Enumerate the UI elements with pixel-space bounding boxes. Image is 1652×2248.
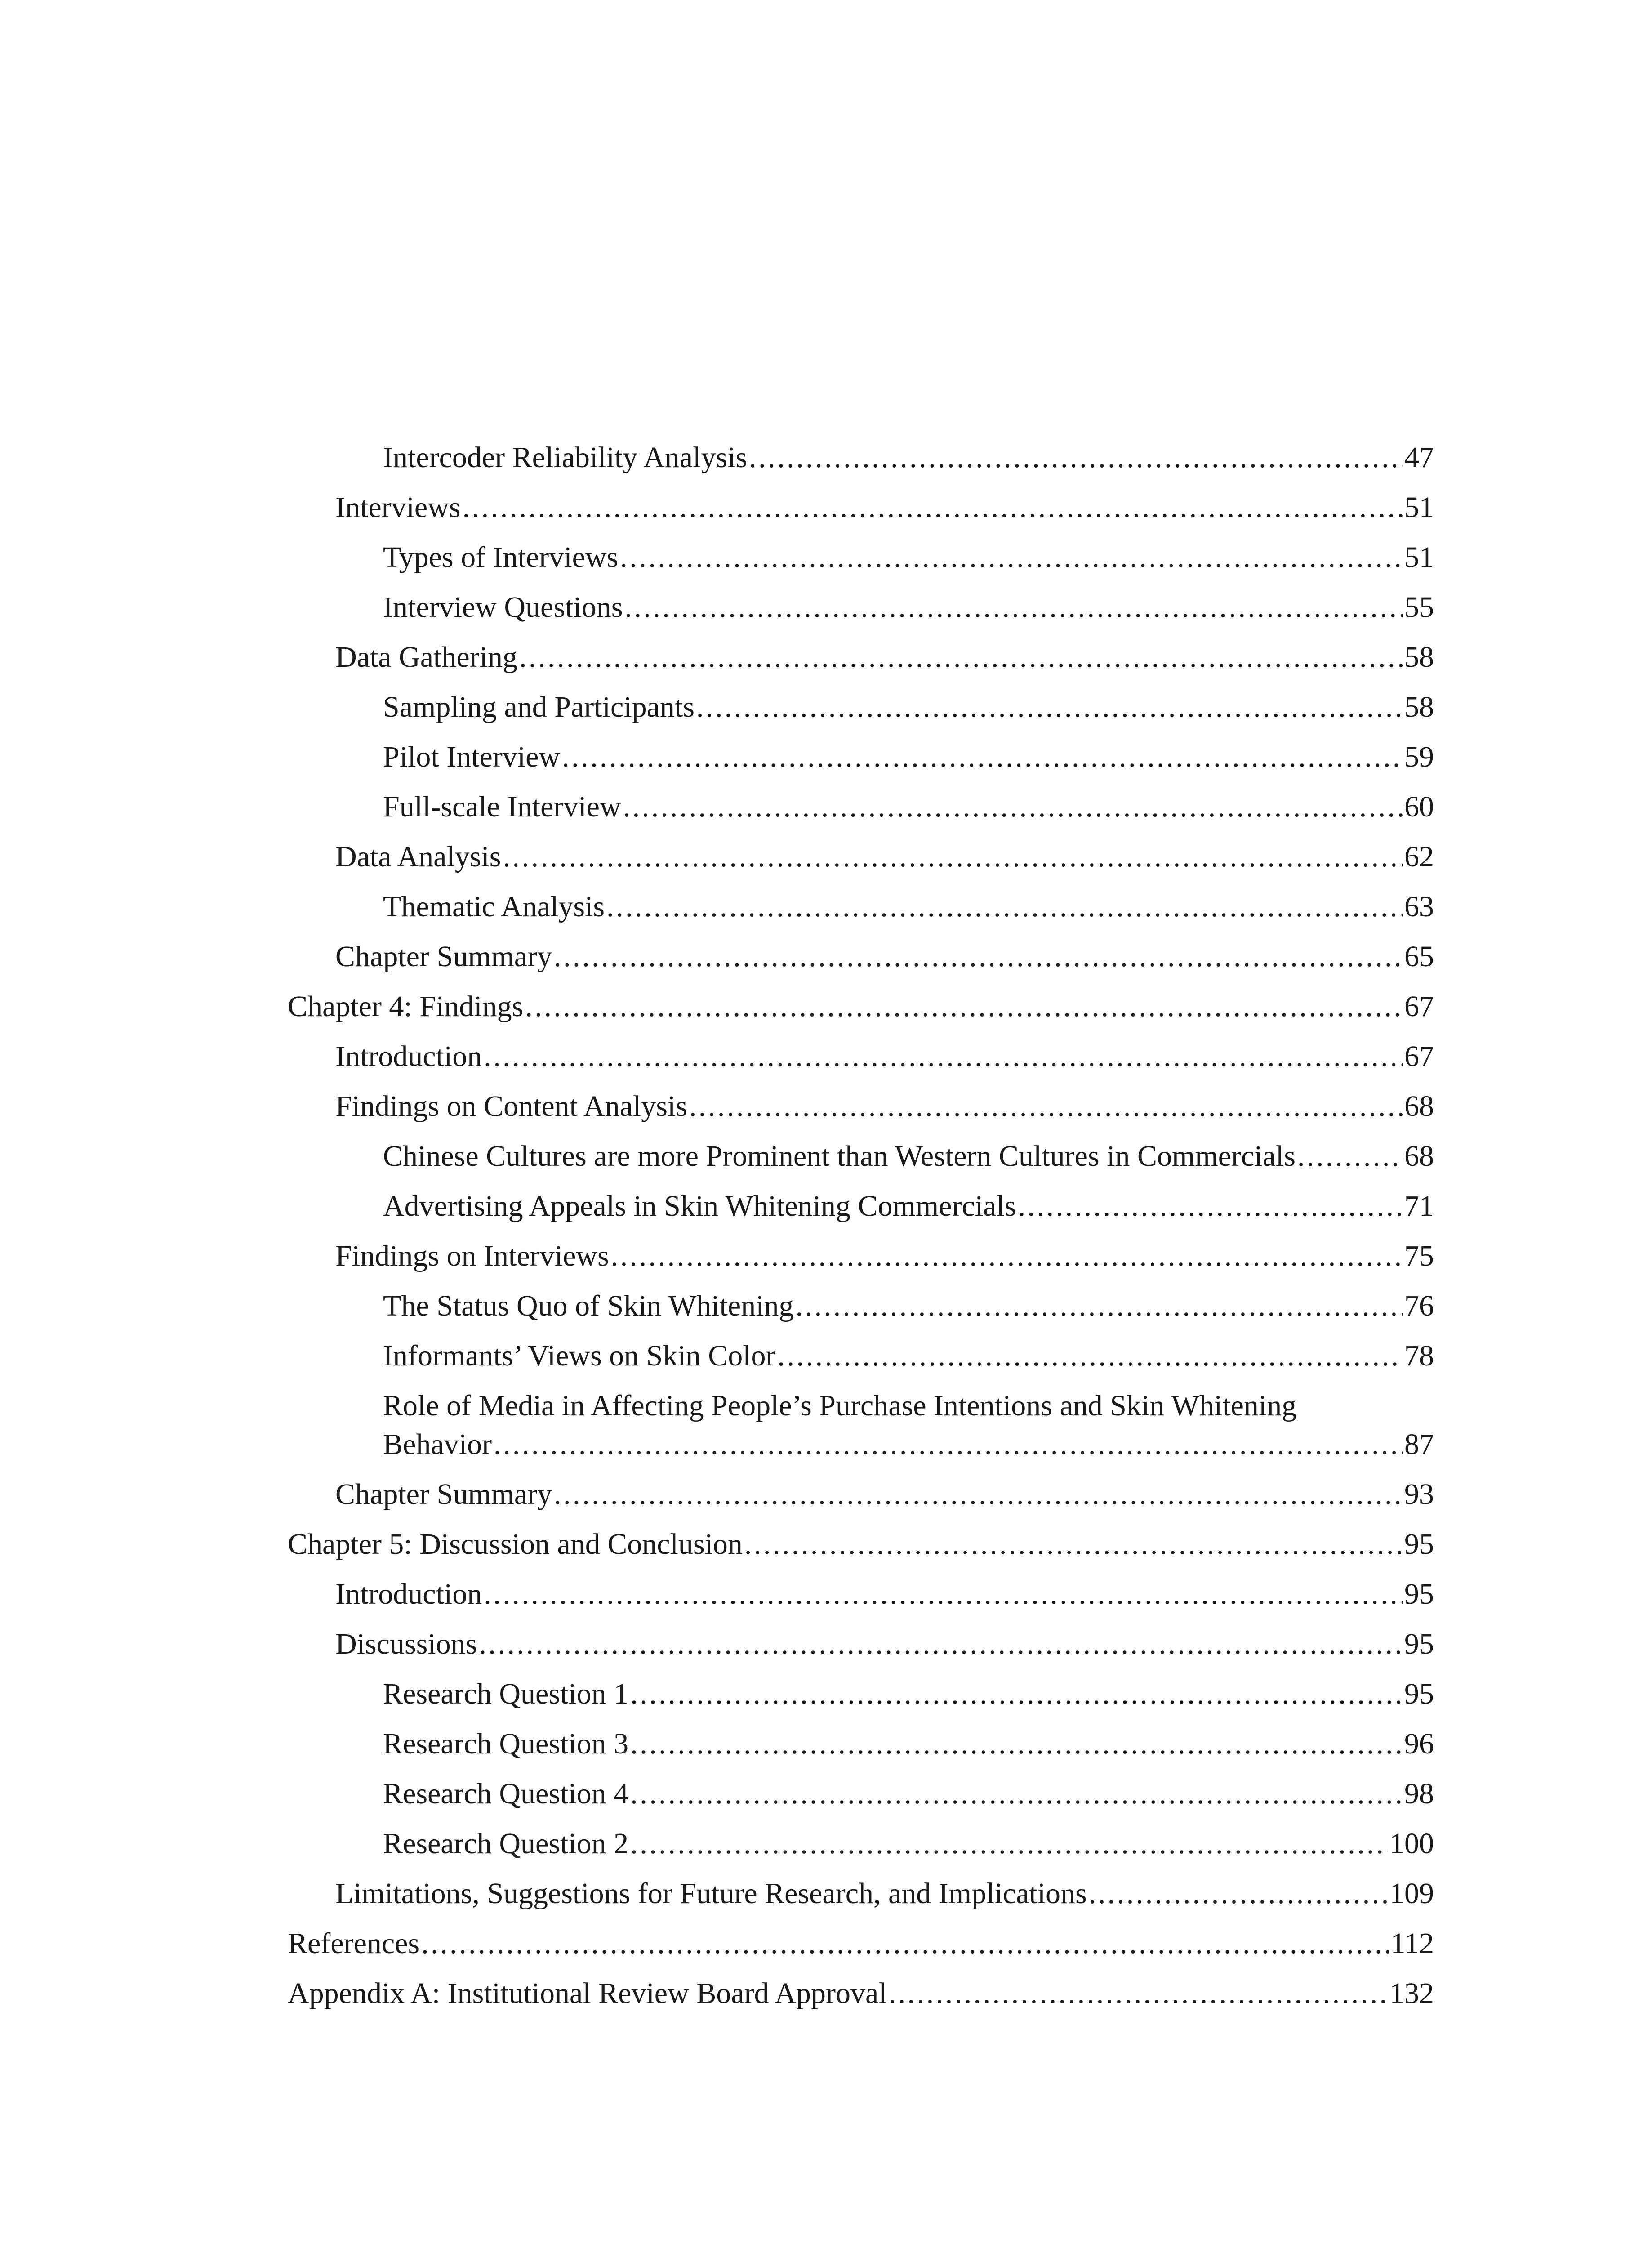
toc-entry-page: 47 [1404,441,1434,474]
toc-entry[interactable] [288,1087,1434,1126]
table-of-contents [288,438,1434,2024]
toc-entry[interactable] [288,1187,1434,1226]
dot-leader [623,788,1403,826]
toc-entry-title: Informants’ Views on Skin Color [383,1339,776,1372]
toc-entry-page: 96 [1404,1727,1434,1760]
toc-entry-title: Chapter 4: Findings [288,990,524,1023]
toc-entry-page: 68 [1404,1140,1434,1173]
toc-entry-title: Research Question 2 [383,1827,629,1860]
toc-entry-title: Thematic Analysis [383,890,605,923]
toc-entry-title: Full-scale Interview [383,790,621,823]
toc-entry-title: Introduction [335,1578,482,1610]
toc-entry[interactable] [288,788,1434,826]
toc-entry[interactable] [288,1874,1434,1913]
toc-entry[interactable] [288,1337,1434,1375]
toc-entry-page: 112 [1390,1927,1434,1960]
toc-entry[interactable] [288,1625,1434,1664]
toc-entry-title-line1: Role of Media in Affecting People’s Purchase Intentions and Skin Whitening [383,1389,1297,1422]
toc-entry[interactable] [288,1924,1434,1963]
dot-leader [630,1775,1403,1813]
toc-entry-title: Chapter Summary [335,940,552,973]
dot-leader [503,838,1403,876]
toc-entry-page: 95 [1404,1628,1434,1660]
dot-leader [463,488,1403,527]
toc-entry[interactable] [288,937,1434,976]
toc-entry[interactable] [288,438,1434,477]
toc-entry-page: 95 [1404,1528,1434,1561]
toc-entry-page: 58 [1404,691,1434,723]
dot-leader [744,1525,1403,1564]
toc-entry-page: 55 [1404,591,1434,624]
toc-entry-title: The Status Quo of Skin Whitening [383,1289,794,1322]
dot-leader [484,1575,1403,1614]
toc-entry-page: 71 [1404,1190,1434,1222]
toc-entry-title: Appendix A: Institutional Review Board Approval [288,1977,887,2010]
dot-leader [479,1625,1403,1664]
dot-leader [620,538,1403,577]
toc-entry-page: 100 [1389,1827,1434,1860]
toc-entry-page: 67 [1404,1040,1434,1073]
toc-entry-page: 62 [1404,840,1434,873]
toc-entry-title: Findings on Interviews [335,1240,609,1272]
toc-entry-page: 76 [1404,1289,1434,1322]
toc-entry-page: 58 [1404,641,1434,674]
toc-entry-page: 78 [1404,1339,1434,1372]
toc-entry-title: References [288,1927,420,1960]
dot-leader [525,987,1403,1026]
toc-entry[interactable] [288,838,1434,876]
toc-entry[interactable] [288,1775,1434,1813]
toc-entry[interactable] [288,738,1434,776]
dot-leader [494,1425,1403,1464]
toc-entry[interactable] [288,1725,1434,1763]
toc-entry-page: 63 [1404,890,1434,923]
toc-entry[interactable] [288,1475,1434,1514]
toc-entry-title: Intercoder Reliability Analysis [383,441,748,474]
toc-entry[interactable] [288,1237,1434,1276]
toc-entry[interactable] [288,1137,1434,1176]
dot-leader [696,688,1403,727]
dot-leader [889,1974,1388,2013]
toc-entry-title: Data Gathering [335,641,517,674]
toc-entry-page: 93 [1404,1478,1434,1511]
toc-entry-title: Discussions [335,1628,477,1660]
dot-leader [484,1037,1403,1076]
toc-entry[interactable] [288,1675,1434,1713]
toc-entry[interactable] [288,987,1434,1026]
toc-entry-title: Behavior [383,1428,492,1461]
dot-leader [624,588,1403,627]
toc-entry-title: Chinese Cultures are more Prominent than Western Cultures in Commercials [383,1140,1296,1173]
toc-entry-title: Findings on Content Analysis [335,1090,687,1123]
toc-entry-page: 68 [1404,1090,1434,1123]
dot-leader [1089,1874,1388,1913]
dot-leader [554,937,1403,976]
toc-entry-title: Advertising Appeals in Skin Whitening Commercials [383,1190,1016,1222]
toc-entry-page: 132 [1389,1977,1434,2010]
toc-entry-title: Chapter Summary [335,1478,552,1511]
toc-entry-title: Types of Interviews [383,541,619,574]
toc-entry-page: 109 [1389,1877,1434,1910]
dot-leader [778,1337,1403,1375]
toc-entry-title: Pilot Interview [383,740,561,773]
dot-leader [1297,1137,1403,1176]
toc-entry-page: 51 [1404,541,1434,574]
toc-entry[interactable] [288,1387,1434,1464]
dot-leader [421,1924,1389,1963]
toc-entry-title: Interview Questions [383,591,623,624]
toc-entry[interactable] [288,688,1434,727]
toc-entry[interactable] [288,888,1434,926]
toc-entry[interactable] [288,1525,1434,1564]
toc-entry[interactable] [288,1037,1434,1076]
dot-leader [611,1237,1403,1276]
toc-entry[interactable] [288,1287,1434,1325]
toc-entry[interactable] [288,588,1434,627]
toc-entry-page: 65 [1404,940,1434,973]
toc-entry-page: 87 [1404,1428,1434,1461]
toc-entry-title: Introduction [335,1040,482,1073]
toc-entry-page: 59 [1404,740,1434,773]
dot-leader [630,1675,1403,1713]
toc-entry[interactable] [288,638,1434,677]
toc-entry[interactable] [288,1824,1434,1863]
toc-entry-title: Limitations, Suggestions for Future Research, and Implications [335,1877,1087,1910]
dot-leader [689,1087,1403,1126]
dot-leader [630,1824,1388,1863]
dot-leader [796,1287,1403,1325]
dot-leader [749,438,1403,477]
toc-entry-page: 95 [1404,1677,1434,1710]
toc-entry-title: Research Question 1 [383,1677,629,1710]
toc-entry-page: 98 [1404,1777,1434,1810]
toc-entry[interactable] [288,1974,1434,2013]
toc-entry-page: 67 [1404,990,1434,1023]
toc-entry-title: Research Question 4 [383,1777,629,1810]
toc-entry-title: Chapter 5: Discussion and Conclusion [288,1528,743,1561]
toc-entry[interactable] [288,1575,1434,1614]
toc-entry-page: 60 [1404,790,1434,823]
dot-leader [606,888,1403,926]
toc-entry-title: Interviews [335,491,461,524]
toc-entry-title: Sampling and Participants [383,691,695,723]
toc-entry-page: 95 [1404,1578,1434,1610]
toc-entry[interactable] [288,488,1434,527]
dot-leader [519,638,1403,677]
toc-entry[interactable] [288,538,1434,577]
toc-entry-title: Research Question 3 [383,1727,629,1760]
dot-leader [554,1475,1403,1514]
toc-entry-page: 51 [1404,491,1434,524]
dot-leader [562,738,1403,776]
dot-leader [1018,1187,1403,1226]
toc-entry-title: Data Analysis [335,840,501,873]
toc-entry-page: 75 [1404,1240,1434,1272]
dot-leader [630,1725,1403,1763]
